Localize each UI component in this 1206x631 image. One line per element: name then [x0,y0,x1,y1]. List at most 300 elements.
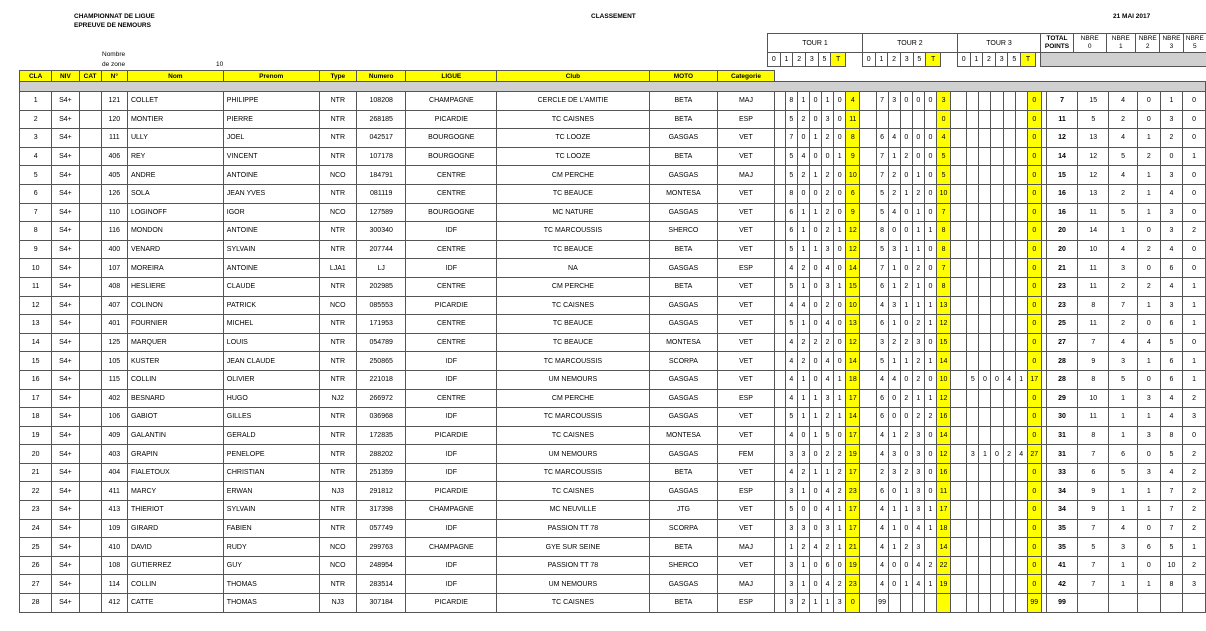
cell-nbre-0: 11 [1078,259,1109,278]
cell-tour-1-0: 5 [785,501,797,520]
cell-tour-3-5 [1015,463,1027,482]
cell-prenom: IGOR [223,203,319,222]
cell-tour-2-T: 8 [937,222,951,241]
cell-nbre-0: 11 [1078,408,1109,427]
cell-club: TC BEAUCE [497,184,649,203]
cell-niv: S4+ [52,426,79,445]
cell-club: UM NEMOURS [497,445,649,464]
tour-2-col-3: 3 [900,53,913,67]
cell-tour-1-3: 3 [822,110,834,129]
cell-nbre-5: 0 [1183,426,1206,445]
cell-tour-3-2 [991,463,1003,482]
cell-tour-1-0: 4 [785,463,797,482]
table-row [20,501,1206,520]
cell-tour-2-T: 19 [937,575,951,594]
cell-tour-3-T: 0 [1027,575,1041,594]
cell-tour-1-T: 4 [846,92,860,111]
cell-tour-3-5 [1015,203,1027,222]
cell-tour-2-5: 0 [924,147,936,166]
cell-num: 110 [101,203,127,222]
cell-nbre-3: 5 [1160,333,1182,352]
cell-tour-2-0 [876,110,888,129]
cell-tour-1-5: 1 [834,538,846,557]
cell-moto: MONTESA [649,184,718,203]
cell-ligue: PICARDIE [406,426,497,445]
cell-tour-1-2: 0 [809,259,821,278]
spacer-cell [774,370,785,389]
cell-ligue: PICARDIE [406,110,497,129]
cell-tour-2-5: 0 [924,184,936,203]
tour-gap-cell [860,166,876,185]
cell-tour-2-5: 1 [924,222,936,241]
cell-tour-1-3: 0 [822,147,834,166]
cell-tour-2-1: 1 [888,501,900,520]
cell-numero: 172835 [356,426,405,445]
cell-tour-1-5: 1 [834,370,846,389]
cell-tour-1-2: 1 [809,203,821,222]
cell-nbre-1: 5 [1109,463,1137,482]
table-row [20,222,1206,241]
cell-club: CERCLE DE L'AMITIE [497,92,649,111]
nbre-value-label: 0 [1087,43,1092,50]
cell-tour-2-2: 1 [900,575,912,594]
cell-nbre-2: 1 [1137,203,1160,222]
cell-nbre-0: 6 [1078,463,1109,482]
cell-moto: GASGAS [649,482,718,501]
cell-nbre-2: 1 [1137,575,1160,594]
cell-tour-1-T: 17 [846,519,860,538]
cell-ligue: BOURGOGNE [406,203,497,222]
cell-tour-3-5 [1015,333,1027,352]
cell-ligue: IDF [406,519,497,538]
cell-cat [79,92,101,111]
cell-categorie: VET [718,129,775,148]
table-row [20,315,1206,334]
tour-gap-cell [860,203,876,222]
cell-nbre-3: 0 [1160,147,1182,166]
cell-tour-3-0 [967,277,979,296]
cell-type: NTR [319,333,356,352]
cell-tour-1-1: 2 [797,594,809,613]
table-row [20,426,1206,445]
cell-tour-2-2 [900,594,912,613]
tour-gap-cell [860,333,876,352]
table-row [20,370,1206,389]
cell-categorie: VET [718,277,775,296]
cell-total-points: 16 [1046,184,1077,203]
cell-nbre-0: 10 [1078,240,1109,259]
cell-tour-2-1: 4 [888,129,900,148]
cell-tour-3-2 [991,166,1003,185]
cell-cla: 16 [20,370,52,389]
cell-nom: LOGINOFF [127,203,223,222]
cell-prenom: SYLVAIN [223,501,319,520]
cell-tour-1-0: 4 [785,296,797,315]
cell-tour-1-5: 0 [834,184,846,203]
cell-tour-2-3: 3 [912,501,924,520]
cell-tour-3-T: 0 [1027,222,1041,241]
spacer-cell [774,222,785,241]
table-row [20,110,1206,129]
cell-club: TC CAISNES [497,426,649,445]
cell-tour-3-T: 0 [1027,408,1041,427]
cell-tour-2-2: 2 [900,426,912,445]
points-label: POINTS [1044,43,1070,50]
cell-type: NTR [319,352,356,371]
cell-nbre-2: 1 [1137,352,1160,371]
cell-tour-2-2: 1 [900,352,912,371]
cell-tour-3-T: 0 [1027,296,1041,315]
cell-tour-1-T: 14 [846,352,860,371]
cell-tour-1-5: 1 [834,147,846,166]
cell-tour-1-1: 2 [797,333,809,352]
cell-nbre-3: 3 [1160,166,1182,185]
cell-moto: GASGAS [649,408,718,427]
cell-prenom: PHILIPPE [223,92,319,111]
cell-nbre-0: 14 [1078,222,1109,241]
table-row [20,445,1206,464]
cell-tour-3-0 [967,501,979,520]
table-row [20,129,1206,148]
tour-gap-cell [860,482,876,501]
cell-nbre-1: 3 [1109,352,1137,371]
cell-moto: GASGAS [649,129,718,148]
cell-tour-3-3 [1003,296,1015,315]
cell-club: TC LOOZE [497,129,649,148]
cell-tour-2-2: 2 [900,147,912,166]
cell-niv: S4+ [52,166,79,185]
cell-tour-3-T: 27 [1027,445,1041,464]
cell-niv: S4+ [52,203,79,222]
cell-tour-1-5: 1 [834,501,846,520]
cell-tour-2-3: 2 [912,259,924,278]
cell-tour-2-1: 3 [888,296,900,315]
cell-numero: 248954 [356,556,405,575]
cell-tour-2-T: 16 [937,463,951,482]
cell-tour-2-2: 0 [900,370,912,389]
tour-2-col-T: T [926,53,941,67]
tour-1-col-0: 0 [768,53,781,67]
cell-ligue: IDF [406,408,497,427]
cell-nbre-1: 7 [1109,296,1137,315]
total-label: TOTAL [1046,35,1068,42]
cell-num: 105 [101,352,127,371]
cell-numero: 317398 [356,501,405,520]
cell-nbre-1: 1 [1109,556,1137,575]
cell-nbre-0: 13 [1078,129,1109,148]
cell-tour-1-5: 0 [834,92,846,111]
cell-moto: SCORPA [649,519,718,538]
cell-tour-3-1 [979,538,991,557]
cell-type: NTR [319,315,356,334]
cell-cla: 25 [20,538,52,557]
cell-tour-2-T: 14 [937,352,951,371]
cell-numero: 221018 [356,370,405,389]
cell-tour-1-2: 1 [809,426,821,445]
nbre-0-header [1073,34,1106,53]
cell-tour-1-2: 0 [809,92,821,111]
cell-niv: S4+ [52,594,79,613]
cell-tour-1-1: 1 [797,408,809,427]
cell-type: NTR [319,426,356,445]
spacer-cell [774,184,785,203]
cell-tour-2-T: 7 [937,259,951,278]
cell-tour-1-5: 1 [834,389,846,408]
cell-tour-3-5 [1015,426,1027,445]
cell-cla: 18 [20,408,52,427]
cell-numero: 171953 [356,315,405,334]
tour-gap-cell [860,501,876,520]
nbre-label: NBRE [1138,35,1157,42]
tour-gap-cell [951,240,967,259]
cell-tour-1-1: 1 [797,389,809,408]
cell-tour-2-2: 2 [900,463,912,482]
cell-type: NJ3 [319,594,356,613]
col-header-cla: CLA [20,71,52,82]
table-row [20,203,1206,222]
cell-moto: GASGAS [649,296,718,315]
cell-niv: S4+ [52,519,79,538]
col-header-numero: Numero [356,71,405,82]
cell-tour-2-3: 1 [912,277,924,296]
cell-tour-2-2 [900,110,912,129]
cell-tour-1-5: 0 [834,166,846,185]
cell-nom: GABIOT [127,408,223,427]
cell-tour-3-2 [991,538,1003,557]
spacer-cell [774,501,785,520]
cell-club: TC BEAUCE [497,333,649,352]
tour-gap-cell [951,538,967,557]
cell-total-points: 15 [1046,166,1077,185]
cell-moto: GASGAS [649,315,718,334]
cell-club: TC CAISNES [497,296,649,315]
cell-nbre-1: 1 [1109,501,1137,520]
cell-tour-1-1: 1 [797,277,809,296]
cell-tour-2-0: 4 [876,445,888,464]
cell-tour-2-3: 3 [912,482,924,501]
spacer-cell [774,445,785,464]
cell-total-points: 23 [1046,296,1077,315]
championship-label: CHAMPIONNAT DE LIGUE [74,13,155,20]
cell-tour-1-3: 2 [822,129,834,148]
cell-tour-2-2: 2 [900,333,912,352]
cell-nbre-2: 2 [1137,277,1160,296]
cell-tour-3-0 [967,166,979,185]
cell-tour-2-1: 2 [888,333,900,352]
cell-tour-3-0 [967,482,979,501]
cell-tour-2-0: 6 [876,389,888,408]
cell-tour-1-1: 2 [797,166,809,185]
cell-tour-2-1: 3 [888,445,900,464]
cell-type: NTR [319,222,356,241]
cell-tour-3-1 [979,110,991,129]
nbre-value-label: 1 [1119,43,1123,50]
nbre-label: NBRE [1080,35,1099,42]
cell-niv: S4+ [52,463,79,482]
cell-nbre-0: 7 [1078,556,1109,575]
nbre-2-header [1136,34,1160,53]
cell-niv: S4+ [52,445,79,464]
cell-prenom: CHRISTIAN [223,463,319,482]
cell-tour-3-0 [967,426,979,445]
cell-moto: SHERCO [649,222,718,241]
cell-categorie: ESP [718,259,775,278]
cell-cla: 12 [20,296,52,315]
cell-nbre-2: 6 [1137,538,1160,557]
cell-moto: GASGAS [649,445,718,464]
cell-nbre-5: 2 [1183,389,1206,408]
cell-prenom: GERALD [223,426,319,445]
cell-type: NTR [319,277,356,296]
cell-tour-2-5 [924,110,936,129]
cell-tour-3-3 [1003,315,1015,334]
organizer-block [74,12,155,30]
cell-tour-2-5: 0 [924,277,936,296]
cell-tour-1-0: 5 [785,110,797,129]
cell-prenom: SYLVAIN [223,240,319,259]
spacer-cell [774,426,785,445]
cell-club: TC BEAUCE [497,240,649,259]
cell-moto: BETA [649,92,718,111]
cell-tour-3-3 [1003,594,1015,613]
col-header-moto: MOTO [649,71,718,82]
cell-total-points: 20 [1046,240,1077,259]
cell-tour-2-1: 0 [888,556,900,575]
cell-tour-2-0: 4 [876,538,888,557]
cell-ligue: IDF [406,463,497,482]
cell-categorie: VET [718,184,775,203]
cell-tour-3-T: 0 [1027,315,1041,334]
cell-tour-1-0: 4 [785,389,797,408]
cell-tour-2-0: 7 [876,259,888,278]
cell-type: NCO [319,538,356,557]
cell-tour-3-1: 0 [979,370,991,389]
cell-tour-2-0: 2 [876,463,888,482]
cell-total-points: 28 [1046,352,1077,371]
cell-nbre-2: 1 [1137,129,1160,148]
cell-cla: 19 [20,426,52,445]
tour-gap-cell [951,147,967,166]
cell-club: MC NEUVILLE [497,501,649,520]
cell-tour-1-T: 15 [846,277,860,296]
cell-tour-2-0: 7 [876,92,888,111]
cell-tour-1-5: 1 [834,519,846,538]
cell-tour-1-2: 1 [809,389,821,408]
cell-tour-1-T: 21 [846,538,860,557]
spacer-cell [774,594,785,613]
cell-nbre-2: 0 [1137,92,1160,111]
cell-total-points: 28 [1046,370,1077,389]
cell-tour-1-1: 0 [797,501,809,520]
cell-numero: 251359 [356,463,405,482]
cell-tour-3-2 [991,240,1003,259]
cell-tour-1-2: 1 [809,463,821,482]
spacer-cell [774,352,785,371]
cell-tour-1-5: 0 [834,110,846,129]
cell-tour-1-T: 17 [846,501,860,520]
cell-tour-2-3: 3 [912,463,924,482]
cell-tour-2-0: 7 [876,147,888,166]
cell-tour-3-2 [991,129,1003,148]
cell-cla: 15 [20,352,52,371]
cell-tour-1-1: 2 [797,352,809,371]
cell-nbre-1: 6 [1109,445,1137,464]
cell-prenom: LOUIS [223,333,319,352]
cell-tour-2-0: 4 [876,501,888,520]
cell-tour-2-T: 5 [937,166,951,185]
cell-tour-3-2 [991,110,1003,129]
cell-tour-1-0: 8 [785,92,797,111]
cell-cat [79,296,101,315]
cell-cla: 10 [20,259,52,278]
spacer-cell [774,575,785,594]
cell-niv: S4+ [52,277,79,296]
table-row [20,352,1206,371]
cell-tour-2-0: 99 [876,594,888,613]
tour-gap-cell [860,426,876,445]
cell-cat [79,575,101,594]
cell-tour-1-3: 4 [822,501,834,520]
cell-tour-3-2 [991,333,1003,352]
cell-tour-2-T: 12 [937,315,951,334]
cell-total-points: 35 [1046,519,1077,538]
cell-tour-1-5: 0 [834,352,846,371]
cell-prenom: MICHEL [223,315,319,334]
cell-niv: S4+ [52,538,79,557]
cell-tour-3-5 [1015,482,1027,501]
cell-tour-3-1 [979,147,991,166]
page-title: CLASSEMENT [591,13,636,20]
cell-tour-2-1: 0 [888,222,900,241]
cell-moto: BETA [649,538,718,557]
cell-tour-1-5: 0 [834,315,846,334]
cell-tour-3-2 [991,408,1003,427]
cell-moto: BETA [649,110,718,129]
cell-moto: GASGAS [649,259,718,278]
cell-nom: FOURNIER [127,315,223,334]
cell-ligue: CHAMPAGNE [406,501,497,520]
cell-tour-3-3 [1003,129,1015,148]
cell-numero: 057749 [356,519,405,538]
cell-tour-3-5 [1015,166,1027,185]
tour-gap-cell [951,501,967,520]
cell-tour-2-3: 0 [912,129,924,148]
tour-2-title: TOUR 2 [862,34,957,53]
cell-prenom: ANTOINE [223,166,319,185]
cell-tour-1-1: 2 [797,259,809,278]
tour-1-col-5: 5 [818,53,831,67]
cell-categorie: ESP [718,594,775,613]
cell-tour-2-0: 5 [876,184,888,203]
cell-tour-3-2 [991,296,1003,315]
cell-tour-3-3 [1003,147,1015,166]
cell-tour-3-0 [967,538,979,557]
cell-tour-1-3: 3 [822,240,834,259]
cell-numero: 184791 [356,166,405,185]
cell-categorie: VET [718,315,775,334]
cell-tour-3-5 [1015,184,1027,203]
cell-club: NA [497,259,649,278]
cell-nbre-1: 3 [1109,538,1137,557]
cell-type: NCO [319,556,356,575]
cell-tour-2-1: 4 [888,370,900,389]
cell-tour-3-2: 0 [991,370,1003,389]
cell-tour-1-5: 0 [834,259,846,278]
cell-nbre-1: 4 [1109,333,1137,352]
cell-cla: 1 [20,92,52,111]
cell-cla: 17 [20,389,52,408]
cell-tour-2-2: 0 [900,315,912,334]
